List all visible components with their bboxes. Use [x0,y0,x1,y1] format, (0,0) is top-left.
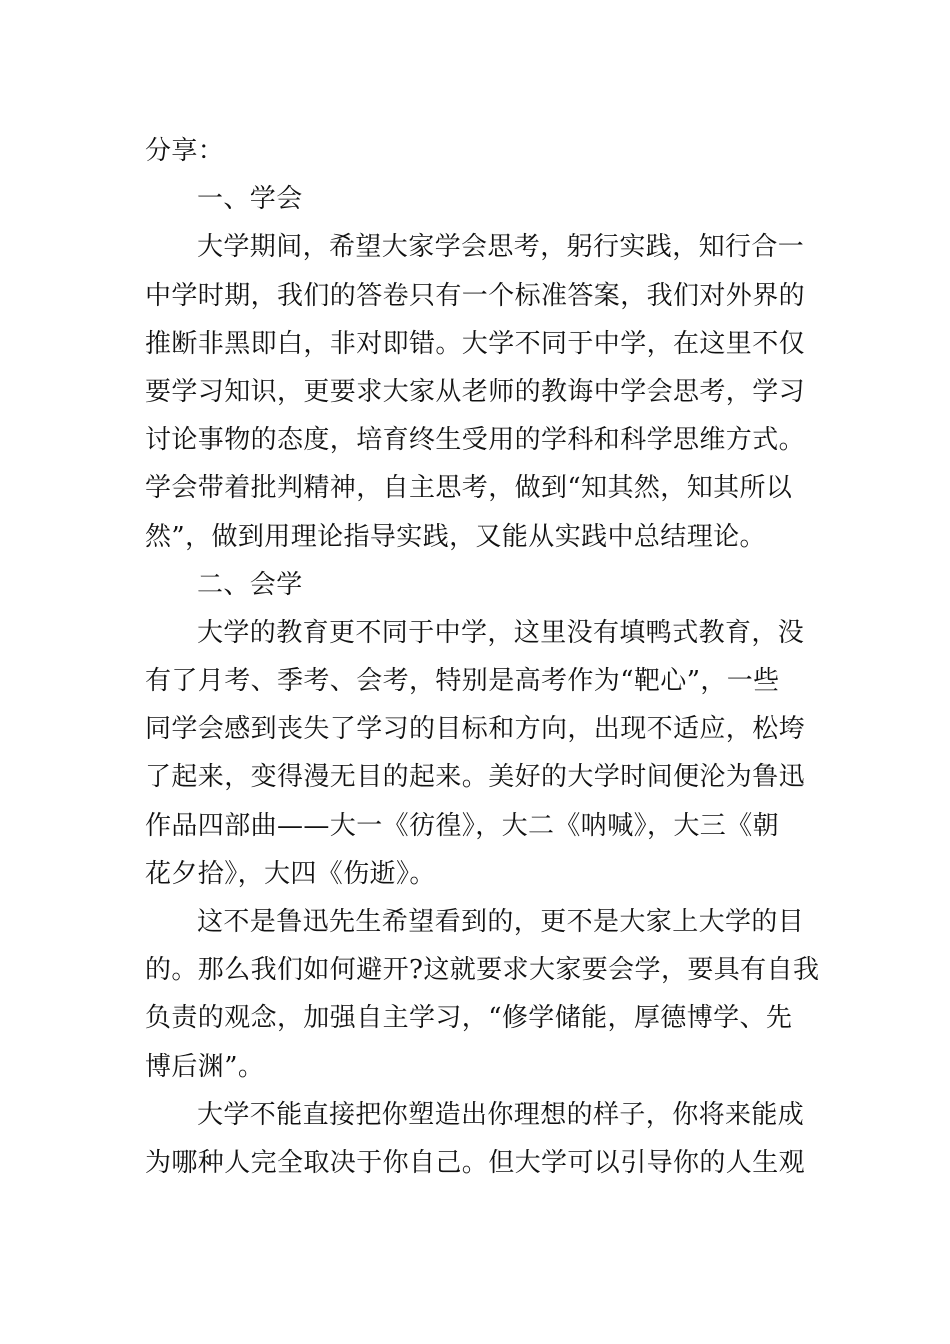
text-line: 讨论事物的态度，培育终生受用的学科和科学思维方式。 [145,425,806,456]
text-line: 学会带着批判精神，自主思考，做到“知其然，知其所以 [145,473,793,504]
text-line: 这不是鲁迅先生希望看到的，更不是大家上大学的目 [197,907,805,937]
text-line: 有了月考、季考、会考，特别是高考作为“靶心”，一些 [145,666,780,697]
text-line: 的。那么我们如何避开?这就要求大家要会学，要具有自我 [145,955,820,986]
text-line: 中学时期，我们的答卷只有一个标准答案，我们对外界的 [145,280,806,311]
text-line: 大学不能直接把你塑造出你理想的样子，你将来能成 [197,1099,805,1130]
text-line: 大学的教育更不同于中学，这里没有填鸭式教育，没 [197,617,805,648]
text-line: 花夕拾》，大四《伤逝》。 [145,858,436,889]
text-line: 要学习知识，更要求大家从老师的教诲中学会思考，学习 [145,376,806,407]
text-line: 推断非黑即白，非对即错。大学不同于中学，在这里不仅 [145,328,806,359]
text-line: 分享： [145,136,225,166]
section-heading: 一、学会 [197,184,303,215]
document-page [145,127,820,1187]
text-line: 同学会感到丧失了学习的目标和方向，出现不适应，松垮 [145,714,806,745]
text-line: 大学期间，希望大家学会思考，躬行实践，知行合一 [197,232,805,263]
text-line: 为哪种人完全取决于你自己。但大学可以引导你的人生观 [145,1147,806,1178]
text-line: 了起来，变得漫无目的起来。美好的大学时间便沦为鲁迅 [145,762,806,793]
section-heading: 二、会学 [197,569,303,600]
text-line: 然”，做到用理论指导实践，又能从实践中总结理论。 [145,521,766,552]
text-line: 作品四部曲——大一《彷徨》，大二《呐喊》，大三《朝 [145,810,780,841]
text-line: 博后渊”。 [145,1051,265,1082]
text-line: 负责的观念，加强自主学习，“修学储能，厚德博学、先 [145,1003,793,1034]
